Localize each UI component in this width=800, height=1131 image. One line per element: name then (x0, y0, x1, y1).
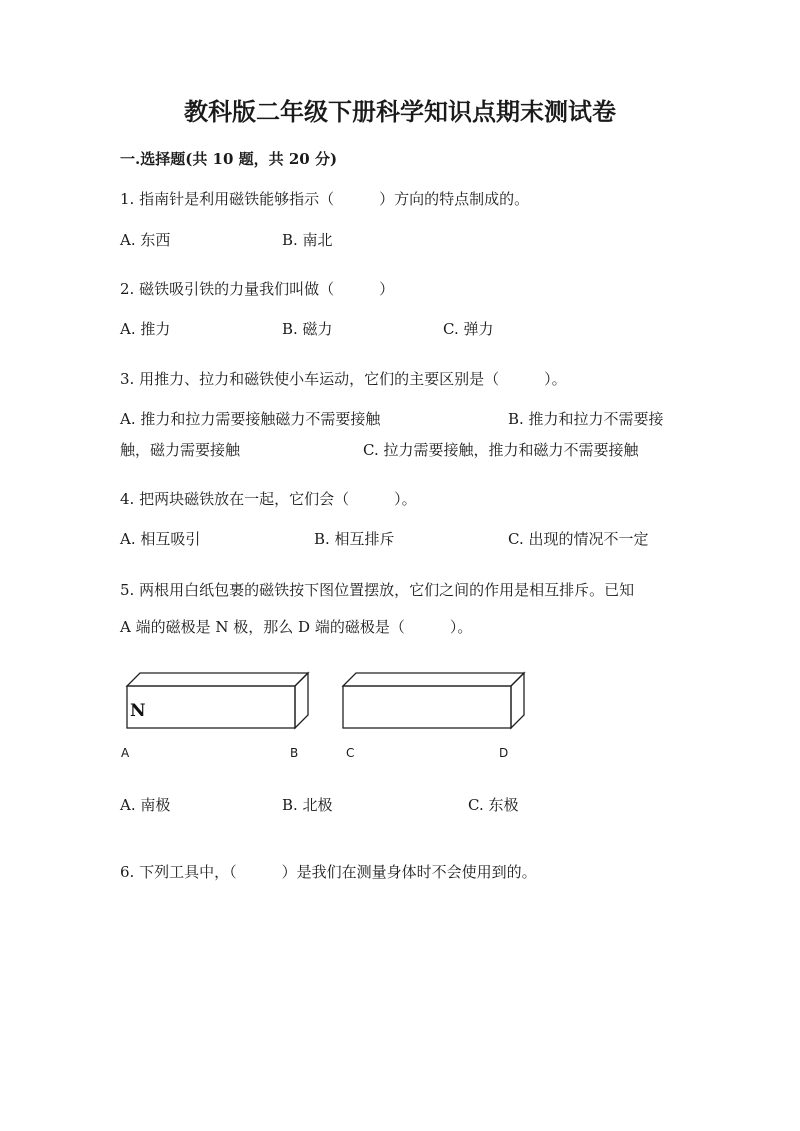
question-5-line2: A 端的磁极是 N 极，那么 D 端的磁极是（ ）。 (120, 618, 473, 636)
q3-option-a: A. 推力和拉力需要接触磁力不需要接触 (120, 410, 381, 428)
page-title: 教科版二年级下册科学知识点期末测试卷 (184, 97, 616, 126)
q1-option-a: A. 东西 (120, 231, 171, 249)
q4-option-c: C. 出现的情况不一定 (508, 530, 649, 548)
magnets-figure (118, 668, 538, 738)
question-1: 1. 指南针是利用磁铁能够指示（ ）方向的特点制成的。 (120, 190, 530, 208)
magnet-ab (127, 673, 308, 728)
q2-option-a: A. 推力 (120, 320, 171, 338)
end-label-b: B (290, 746, 299, 760)
q1-option-b: B. 南北 (282, 231, 333, 249)
question-3: 3. 用推力、拉力和磁铁使小车运动，它们的主要区别是（ ）。 (120, 370, 567, 388)
end-label-a: A (121, 746, 130, 760)
question-2: 2. 磁铁吸引铁的力量我们叫做（ ） (120, 280, 395, 298)
question-4: 4. 把两块磁铁放在一起，它们会（ ）。 (120, 490, 417, 508)
q4-option-a: A. 相互吸引 (120, 530, 201, 548)
n-pole-mark: N (130, 701, 146, 721)
end-label-d: D (499, 746, 509, 760)
end-label-c: C (346, 746, 355, 760)
q5-option-a: A. 南极 (120, 796, 171, 814)
q5-option-c: C. 东极 (468, 796, 519, 814)
question-5-line1: 5. 两根用白纸包裹的磁铁按下图位置摆放，它们之间的作用是相互排斥。已知 (120, 581, 635, 599)
q3-option-b-part1: B. 推力和拉力不需要接 (508, 410, 664, 428)
question-6: 6. 下列工具中，（ ）是我们在测量身体时不会使用到的。 (120, 863, 537, 881)
q2-option-b: B. 磁力 (282, 320, 333, 338)
q5-option-b: B. 北极 (282, 796, 333, 814)
magnet-cd (343, 673, 524, 728)
section-heading: 一.选择题(共 10 题，共 20 分) (120, 150, 338, 168)
q3-option-b-part2: 触，磁力需要接触 (120, 441, 241, 459)
q2-option-c: C. 弹力 (443, 320, 494, 338)
q3-option-c: C. 拉力需要接触，推力和磁力不需要接触 (363, 441, 639, 459)
q4-option-b: B. 相互排斥 (314, 530, 395, 548)
